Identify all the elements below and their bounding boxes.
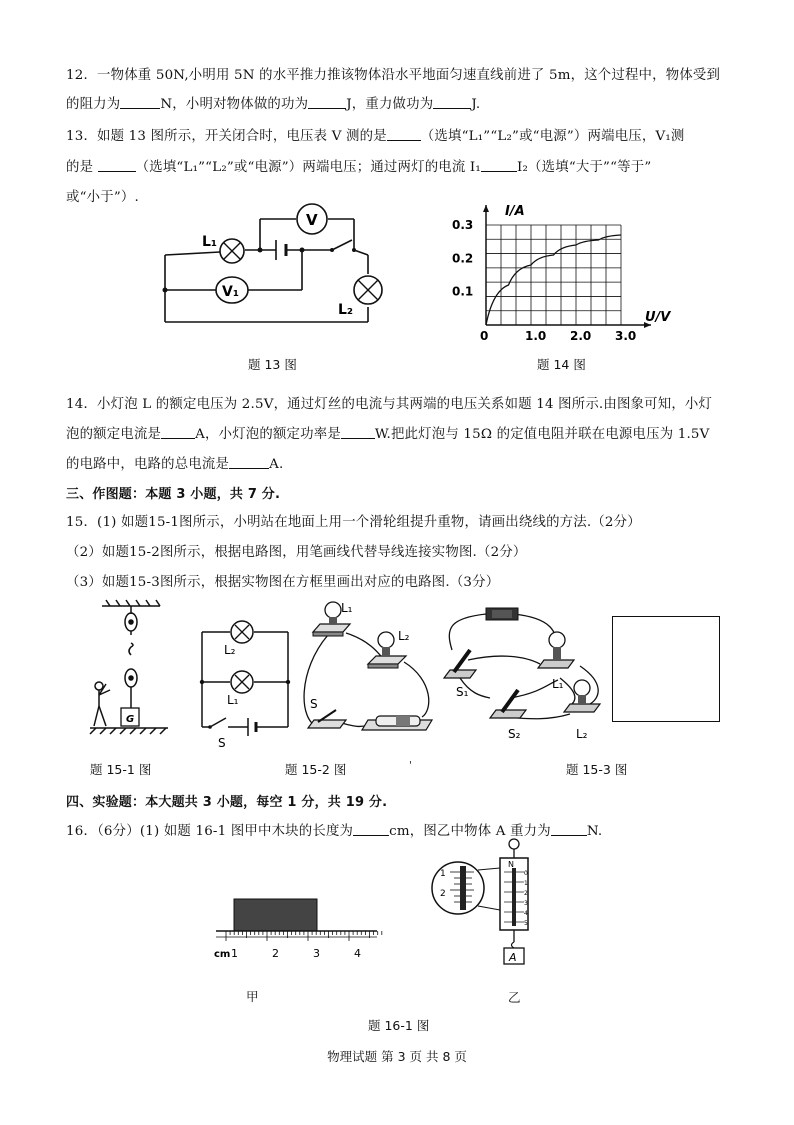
q13-text-c: 的是	[66, 160, 94, 175]
answer-blank-9[interactable]	[229, 456, 269, 469]
fig13-l1-label: L₁	[202, 234, 218, 250]
fig15-2-phys-l2: L₂	[398, 629, 410, 643]
scale-mark-0: 0	[524, 870, 528, 877]
fig15-2-l2-label: L₂	[224, 643, 236, 657]
answer-blank-5[interactable]	[98, 159, 136, 172]
q16-text-b: cm，图乙中物体 A 重力为	[389, 824, 551, 839]
scale-mark-1: 1	[524, 880, 528, 887]
chart-xlabel: U/V	[645, 310, 671, 325]
chart-ylabel: I/A	[505, 204, 525, 219]
figure-16-1-spring-scale	[428, 838, 538, 968]
q16-text-c: N.	[586, 824, 603, 839]
figure-15-3-physical-circuit	[440, 608, 600, 748]
answer-blank-10[interactable]	[353, 823, 389, 836]
fig13-l2-label: L₂	[338, 302, 354, 318]
fig14-caption: 题 14 图	[537, 357, 586, 372]
fig16-caption: 题 16-1 图	[368, 1018, 430, 1033]
q12-line2	[66, 93, 480, 112]
fig15-3-l2-label: L₂	[576, 727, 588, 741]
fig15-3-l1-label: L₁	[552, 677, 564, 691]
zoom-label-2: 2	[440, 889, 446, 899]
y-tick-label: 0.3	[452, 218, 474, 232]
figure-16-1-ruler	[212, 895, 382, 965]
q14-text-a: 泡的额定电流是	[66, 427, 162, 442]
x-tick-label: 3.0	[615, 329, 637, 343]
fig13-v-label: V	[306, 211, 318, 229]
q13-line3: 或“小于”）.	[66, 190, 139, 205]
q13-text-b: （选填“L₁”“L₂”或“电源”）两端电压，V₁测	[420, 129, 685, 144]
q13-text-d: （选填“L₁”“L₂”或“电源”）两端电压；通过两灯的电流 I₁	[135, 160, 481, 175]
fig15-3-s2-label: S₂	[508, 727, 521, 741]
fig15-2-l1-label: L₁	[227, 693, 239, 707]
fig15-2-phys-l1: L₁	[341, 601, 353, 615]
q13-line1	[66, 125, 685, 144]
q14-text-e: A.	[269, 457, 284, 472]
q12-text-a: 的阻力为	[66, 97, 121, 112]
ruler-ticks	[226, 931, 382, 941]
fig15-3-caption: 题 15-3 图	[566, 762, 628, 777]
ruler-label-1: 1	[231, 947, 238, 960]
figure-13-circuit	[160, 202, 380, 327]
q14-text-d: 的电路中，电路的总电流是	[66, 457, 230, 472]
x-tick-label: 1.0	[525, 329, 547, 343]
figure-15-2-physical-circuit	[298, 600, 438, 740]
answer-blank-1[interactable]	[120, 96, 160, 109]
q15-part2: （2）如题15-2图所示，根据电路图，用笔画线代替导线连接实物图.（2分）	[66, 545, 527, 560]
ruler-label-2: 2	[272, 947, 279, 960]
answer-blank-2[interactable]	[308, 96, 346, 109]
fig13-v1-label: V₁	[222, 284, 239, 300]
q14-line1: 14．小灯泡 L 的额定电压为 2.5V，通过灯丝的电流与其两端的电压关系如题 14 图所示.由图象可知，小灯	[66, 397, 713, 412]
scale-object-a: A	[509, 951, 517, 964]
q15-part1: 15．(1) 如题15-1图所示，小明站在地面上用一个滑轮组提升重物，请画出绕线的方法.（2分）	[66, 515, 641, 530]
q14-line2	[66, 423, 710, 442]
answer-blank-11[interactable]	[551, 823, 587, 836]
answer-blank-6[interactable]	[481, 159, 517, 172]
scale-mark-2: 2	[524, 890, 528, 897]
ruler-label-3: 3	[313, 947, 320, 960]
scale-mark-4: 4	[524, 910, 528, 917]
chart-series-line	[486, 235, 621, 325]
y-tick-label: 0.2	[452, 251, 474, 266]
scale-mark-3: 3	[524, 900, 528, 907]
fig16-jia: 甲	[246, 989, 259, 1004]
section-3-heading: 三、作图题：本题 3 小题，共 7 分.	[66, 487, 281, 502]
q12-text-c: J，重力做功为	[346, 97, 434, 112]
q13-text-e: I₂（选填“大于”“等于”	[517, 160, 652, 175]
x-tick-label: 2.0	[570, 329, 592, 343]
fig15-1-caption: 题 15-1 图	[90, 762, 152, 777]
figure-15-1-pulley	[90, 598, 170, 733]
fig15-2-caption: 题 15-2 图	[285, 762, 347, 777]
zoom-label-1: 1	[440, 869, 446, 879]
q12-text-b: N，小明对物体做的功为	[160, 97, 309, 112]
answer-blank-4[interactable]	[387, 128, 421, 141]
answer-blank-8[interactable]	[341, 426, 375, 439]
ruler-label-4: 4	[354, 947, 361, 960]
fig15-2-phys-s: S	[310, 697, 318, 711]
q15-part3: （3）如题15-3图所示，根据实物图在方框里画出对应的电路图.（3分）	[66, 575, 500, 590]
chart-axes	[483, 205, 651, 328]
fig15-3-s1-label: S₁	[456, 685, 469, 699]
fig15-2-s-label: S	[218, 736, 226, 750]
q14-text-b: A，小灯泡的额定功率是	[195, 427, 341, 442]
q12-line1: 12．一物体重 50N,小明用 5N 的水平推力推该物体沿水平地面匀速直线前进了 5m，这个过程中，物体受到	[66, 68, 721, 83]
q13-text-a: 13．如题 13 图所示，开关闭合时，电压表 V 测的是	[66, 129, 387, 144]
fig16-yi: 乙	[508, 990, 521, 1005]
scale-unit: N	[508, 860, 514, 869]
x-tick-label: 0	[480, 329, 489, 343]
answer-blank-3[interactable]	[433, 96, 471, 109]
ruler-unit: cm	[214, 949, 231, 960]
fig13-caption: 题 13 图	[248, 357, 297, 372]
q14-line3	[66, 453, 283, 472]
scale-mark-5: 5	[524, 920, 528, 927]
fig15-1-g-label: G	[126, 714, 135, 725]
q13-line2	[66, 156, 651, 175]
chart-grid	[486, 225, 621, 325]
answer-box[interactable]	[612, 616, 720, 722]
q14-text-c: W.把此灯泡与 15Ω 的定值电阻并联在电源电压为 1.5V	[374, 427, 710, 442]
q16-line	[66, 820, 602, 839]
section-4-heading: 四、实验题：本大题共 3 小题，每空 1 分，共 19 分.	[66, 795, 388, 810]
y-axis-arrow	[483, 205, 489, 212]
page-footer: 物理试题 第 3 页 共 8 页	[327, 1049, 467, 1064]
stray-mark: '	[409, 760, 412, 771]
y-tick-label: 0.1	[452, 284, 474, 299]
figure-15-2-circuit-diagram	[200, 622, 290, 750]
answer-blank-7[interactable]	[161, 426, 195, 439]
q16-text-a: 16．（6分）(1) 如题 16-1 图甲中木块的长度为	[66, 824, 354, 839]
figure-14-chart	[450, 200, 670, 350]
q12-text-d: J.	[471, 97, 481, 112]
